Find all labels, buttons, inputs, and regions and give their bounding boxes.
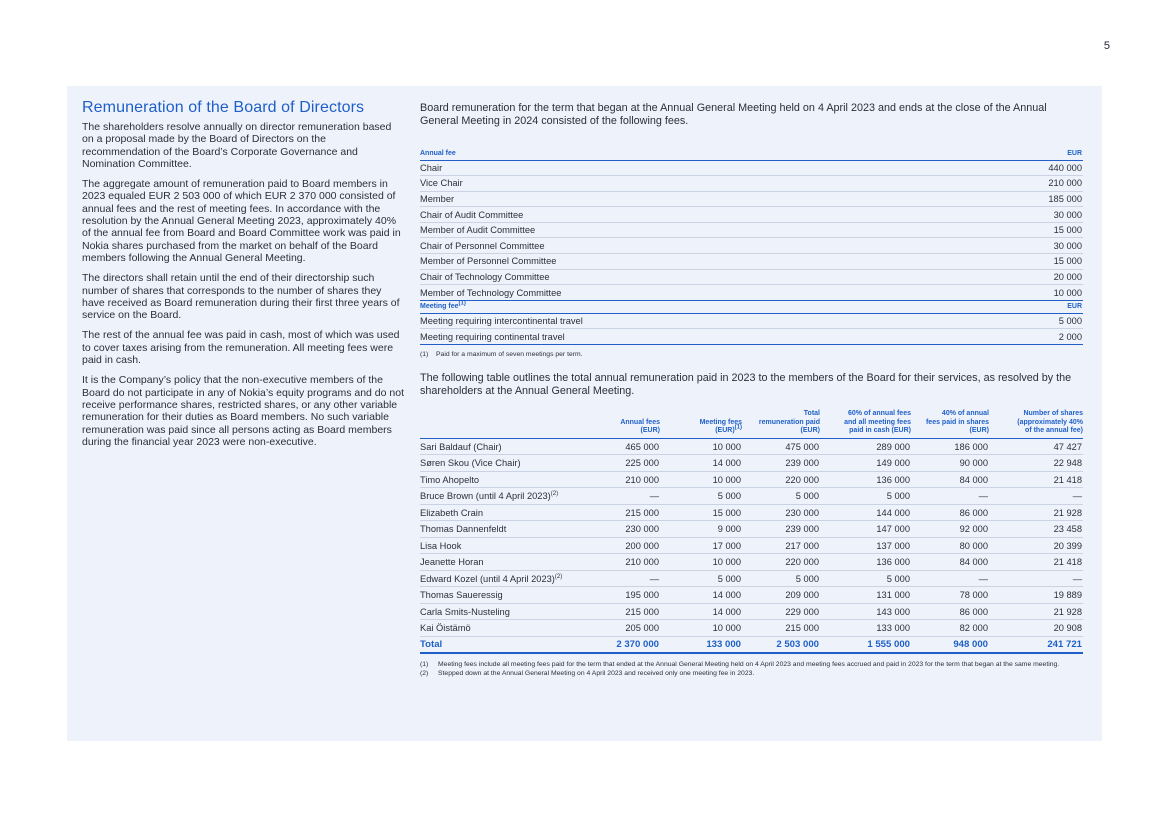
fee-label: Vice Chair: [420, 176, 967, 192]
total-label: Total: [420, 636, 610, 653]
footnote-ref: (2): [554, 573, 563, 580]
fee-row: [420, 176, 1083, 192]
fee-value: 30 000: [967, 207, 1083, 223]
fee-label: Meeting requiring continental travel: [420, 329, 967, 345]
cell-meeting: 9 000: [660, 521, 742, 538]
remuneration-footnotes: [420, 660, 1083, 679]
fee-value: 10 000: [967, 285, 1083, 301]
cell-shares-eur: —: [911, 570, 989, 587]
cell-total: 239 000: [742, 455, 820, 472]
fee-value: 15 000: [967, 254, 1083, 270]
cell-shares: 21 928: [989, 603, 1083, 620]
table-row: [420, 488, 1083, 505]
table-header-row: [420, 410, 1083, 438]
table-row: [420, 537, 1083, 554]
footnote: [420, 660, 1083, 669]
meeting-fee-header-row: [420, 300, 1083, 313]
fee-row: [420, 160, 1083, 176]
member-name-text: Elizabeth Crain: [420, 507, 484, 518]
fee-value: 185 000: [967, 191, 1083, 207]
meeting-fee-unit: EUR: [967, 300, 1083, 313]
column-header-cash: 60% of annual fees and all meeting fees paid in cash (EUR): [820, 410, 911, 438]
remuneration-table: [420, 410, 1083, 654]
fee-row: [420, 222, 1083, 238]
cell-shares: —: [989, 570, 1083, 587]
column-header-number-of-shares: Number of shares (approximately 40% of the annual fee): [989, 410, 1083, 438]
footnote-ref: (1): [458, 301, 466, 308]
cell-total: 5 000: [742, 488, 820, 505]
cell-shares: 19 889: [989, 587, 1083, 604]
cell-cash: 131 000: [820, 587, 911, 604]
footnote-text: Meeting fees include all meeting fees paid for the term that ended at the Annual General Meeting held on 4 April 2023 and meeting fees accrued and paid in 2023 for the term that began at the same meeting.: [438, 660, 1060, 668]
footnote-mark: (1): [420, 660, 429, 668]
board-member-name: [420, 537, 610, 554]
cell-meeting: 14 000: [660, 455, 742, 472]
fee-label: Member of Personnel Committee: [420, 254, 967, 270]
left-column: [82, 98, 404, 456]
fee-label: Chair: [420, 160, 967, 176]
column-header-shares-eur: 40% of annual fees paid in shares (EUR): [911, 410, 989, 438]
cell-shares: 22 948: [989, 455, 1083, 472]
total-meeting: 133 000: [660, 636, 742, 653]
table-row: [420, 554, 1083, 571]
cell-meeting: 17 000: [660, 537, 742, 554]
paragraph: The rest of the annual fee was paid in cash, most of which was used to cover taxes arising from the remuneration. All meeting fees were paid in cash.: [82, 329, 400, 367]
cell-shares-eur: 86 000: [911, 603, 989, 620]
cell-annual: 465 000: [610, 438, 660, 455]
cell-total: 217 000: [742, 537, 820, 554]
member-name-text: Edward Kozel (until 4 April 2023): [420, 573, 555, 584]
cell-cash: 137 000: [820, 537, 911, 554]
board-member-name: [420, 455, 610, 472]
fee-label: Chair of Technology Committee: [420, 269, 967, 285]
cell-shares-eur: 84 000: [911, 554, 989, 571]
fee-row: [420, 285, 1083, 301]
cell-shares-eur: 90 000: [911, 455, 989, 472]
member-name-text: Bruce Brown (until 4 April 2023): [420, 491, 551, 502]
table-row: [420, 603, 1083, 620]
cell-shares-eur: 186 000: [911, 438, 989, 455]
cell-total: 239 000: [742, 521, 820, 538]
cell-meeting: 10 000: [660, 471, 742, 488]
cell-annual: 210 000: [610, 471, 660, 488]
cell-annual: —: [610, 488, 660, 505]
cell-shares: 20 908: [989, 620, 1083, 637]
meeting-fee-header-label: Meeting fee: [420, 303, 459, 311]
cell-meeting: 10 000: [660, 438, 742, 455]
member-name-text: Sari Baldauf (Chair): [420, 441, 502, 452]
fee-value: 20 000: [967, 269, 1083, 285]
footnote-mark: (1): [420, 351, 429, 359]
total-cash: 1 555 000: [820, 636, 911, 653]
cell-annual: 200 000: [610, 537, 660, 554]
member-name-text: Thomas Dannenfeldt: [420, 524, 507, 535]
fee-label: Member of Technology Committee: [420, 285, 967, 301]
footnote-text: Stepped down at the Annual General Meeting on 4 April 2023 and received only one meeting fee in 2023.: [438, 670, 755, 678]
cell-shares: 47 427: [989, 438, 1083, 455]
cell-annual: 230 000: [610, 521, 660, 538]
board-member-name: [420, 471, 610, 488]
right-column: [420, 102, 1083, 679]
board-member-name: [420, 488, 610, 505]
fee-row: [420, 254, 1083, 270]
fee-label: Chair of Audit Committee: [420, 207, 967, 223]
cell-annual: 195 000: [610, 587, 660, 604]
fee-label: Chair of Personnel Committee: [420, 238, 967, 254]
board-member-name: [420, 521, 610, 538]
cell-cash: 149 000: [820, 455, 911, 472]
cell-cash: 136 000: [820, 554, 911, 571]
fee-row: [420, 207, 1083, 223]
remuneration-intro: The following table outlines the total annual remuneration paid in 2023 to the members of the Board for their services, as resolved by the shareholders at the Annual General Meeting.: [420, 372, 1072, 398]
cell-shares-eur: 82 000: [911, 620, 989, 637]
cell-shares-eur: 80 000: [911, 537, 989, 554]
cell-meeting: 10 000: [660, 620, 742, 637]
fee-value: 2 000: [967, 329, 1083, 345]
cell-shares: 21 418: [989, 554, 1083, 571]
table-row: [420, 587, 1083, 604]
table-row: [420, 521, 1083, 538]
fee-label: Member of Audit Committee: [420, 222, 967, 238]
section-title: Remuneration of the Board of Directors: [82, 99, 365, 116]
cell-shares-eur: 84 000: [911, 471, 989, 488]
total-total: 2 503 000: [742, 636, 820, 653]
board-member-name: [420, 554, 610, 571]
member-name-text: Søren Skou (Vice Chair): [420, 458, 521, 469]
cell-annual: —: [610, 570, 660, 587]
fees-table: [420, 147, 1083, 345]
member-name-text: Thomas Saueressig: [420, 590, 503, 601]
cell-cash: 143 000: [820, 603, 911, 620]
cell-total: 215 000: [742, 620, 820, 637]
cell-annual: 215 000: [610, 603, 660, 620]
cell-cash: 5 000: [820, 488, 911, 505]
annual-fee-unit: EUR: [967, 147, 1083, 160]
column-header-annual-fees: Annual fees (EUR): [610, 410, 660, 438]
member-name-text: Jeanette Horan: [420, 557, 484, 568]
paragraph: The shareholders resolve annually on director remuneration based on a proposal made by the Board of Directors on the recommendation of the Board’s Corporate Governance and Nomination Committee.: [82, 121, 392, 170]
cell-shares-eur: 78 000: [911, 587, 989, 604]
footnote: [420, 669, 1083, 678]
member-name-text: Timo Ahopelto: [420, 474, 480, 485]
cell-cash: 5 000: [820, 570, 911, 587]
cell-cash: 133 000: [820, 620, 911, 637]
table-row: [420, 504, 1083, 521]
column-header-total: Total remuneration paid (EUR): [742, 410, 820, 438]
fee-value: 5 000: [967, 313, 1083, 329]
page-number: 5: [1103, 40, 1110, 52]
cell-total: 230 000: [742, 504, 820, 521]
total-shares: 241 721: [989, 636, 1083, 653]
cell-meeting: 5 000: [660, 488, 742, 505]
fee-value: 30 000: [967, 238, 1083, 254]
footnote-ref: (2): [550, 490, 559, 497]
board-member-name: [420, 438, 610, 455]
fee-row: [420, 269, 1083, 285]
cell-meeting: 14 000: [660, 603, 742, 620]
cell-shares: 21 418: [989, 471, 1083, 488]
member-name-text: Lisa Hook: [420, 540, 462, 551]
fee-value: 440 000: [967, 160, 1083, 176]
fee-value: 15 000: [967, 222, 1083, 238]
cell-cash: 136 000: [820, 471, 911, 488]
table-row: [420, 620, 1083, 637]
fee-label: Meeting requiring intercontinental travel: [420, 313, 967, 329]
board-member-name: [420, 603, 610, 620]
cell-total: 475 000: [742, 438, 820, 455]
fee-row: [420, 313, 1083, 329]
paragraph: It is the Company’s policy that the non-executive members of the Board do not participate in any of Nokia’s equity programs and do not receive performance shares, restricted shares, or any other variable remuneration for their duties as Board members. No such variable remuneration was paid since all persons acting as Board members during the financial year 2023 were non-executive.: [82, 374, 405, 448]
total-annual: 2 370 000: [610, 636, 660, 653]
cell-meeting: 5 000: [660, 570, 742, 587]
annual-fee-header: Annual fee: [420, 147, 967, 160]
column-header-name: [420, 410, 610, 438]
cell-shares: 20 399: [989, 537, 1083, 554]
board-member-name: [420, 504, 610, 521]
fee-label: Member: [420, 191, 967, 207]
footnote-mark: (2): [420, 670, 429, 678]
cell-annual: 210 000: [610, 554, 660, 571]
cell-cash: 144 000: [820, 504, 911, 521]
column-header-meeting-fees: Meeting fees (EUR)$^{(1)}$: [660, 410, 742, 438]
total-shares-eur: 948 000: [911, 636, 989, 653]
fee-row: [420, 329, 1083, 345]
annual-fee-header-row: [420, 147, 1083, 160]
fee-value: 210 000: [967, 176, 1083, 192]
member-name-text: Carla Smits-Nusteling: [420, 606, 510, 617]
board-member-name: [420, 587, 610, 604]
fees-footnote: [420, 351, 1083, 358]
meeting-fee-header: [420, 300, 967, 313]
member-name-text: Kai Öistämö: [420, 623, 471, 634]
total-row: [420, 636, 1083, 653]
table-row: [420, 570, 1083, 587]
board-member-name: [420, 620, 610, 637]
cell-annual: 215 000: [610, 504, 660, 521]
cell-total: 220 000: [742, 471, 820, 488]
fees-intro: Board remuneration for the term that began at the Annual General Meeting held on 4 April 2023 and ends at the close of the Annual General Meeting in 2024 consisted of the following fees.: [420, 102, 1047, 127]
cell-total: 209 000: [742, 587, 820, 604]
footnote-text: Paid for a maximum of seven meetings per term.: [436, 351, 583, 359]
cell-total: 220 000: [742, 554, 820, 571]
board-member-name: [420, 570, 610, 587]
cell-shares-eur: —: [911, 488, 989, 505]
cell-annual: 205 000: [610, 620, 660, 637]
paragraph: The directors shall retain until the end of their directorship such number of shares that corresponds to the number of shares they have received as Board remuneration during their first three years of service on the Board.: [82, 272, 400, 322]
cell-total: 229 000: [742, 603, 820, 620]
cell-shares-eur: 92 000: [911, 521, 989, 538]
cell-meeting: 14 000: [660, 587, 742, 604]
cell-shares: 23 458: [989, 521, 1083, 538]
fee-row: [420, 191, 1083, 207]
cell-annual: 225 000: [610, 455, 660, 472]
paragraph: The aggregate amount of remuneration paid to Board members in 2023 equaled EUR 2 503 000 of which EUR 2 370 000 consisted of annual fees and the rest of meeting fees. In accordance with the resolution by the Annual General Meeting 2023, approximately 40% of the annual fee from Board and Board Committee work was paid in Nokia shares purchased from the market on behalf of the Board members following the Annual General Meeting.: [82, 178, 401, 264]
table-row: [420, 455, 1083, 472]
fee-row: [420, 238, 1083, 254]
table-row: [420, 438, 1083, 455]
cell-shares-eur: 86 000: [911, 504, 989, 521]
cell-cash: 147 000: [820, 521, 911, 538]
cell-total: 5 000: [742, 570, 820, 587]
table-row: [420, 471, 1083, 488]
cell-shares: —: [989, 488, 1083, 505]
cell-shares: 21 928: [989, 504, 1083, 521]
cell-meeting: 10 000: [660, 554, 742, 571]
cell-meeting: 15 000: [660, 504, 742, 521]
cell-cash: 289 000: [820, 438, 911, 455]
